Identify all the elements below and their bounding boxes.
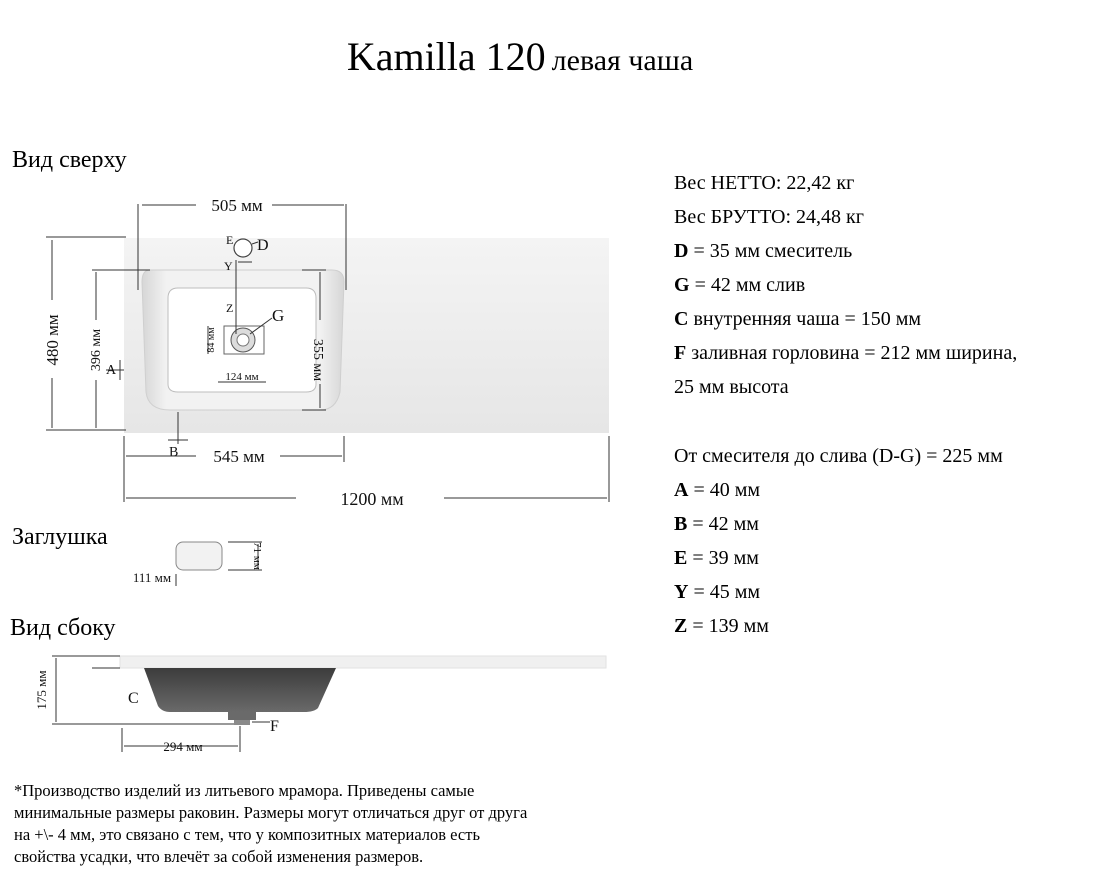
model-variant: левая чаша [551, 44, 694, 77]
dim-bowl-length: 355 мм [310, 338, 325, 382]
dim-total-width: 1200 мм [340, 489, 404, 509]
letter-c: C [128, 690, 139, 707]
spec-line: От смесителя до слива (D-G) = 225 мм [674, 445, 1003, 467]
letter-f: F [270, 718, 279, 735]
spec-line: 25 мм высота [674, 376, 789, 398]
plug-dim-width: 111 мм [132, 570, 172, 585]
model-name: Kamilla 120 [346, 34, 546, 79]
letter-d: D [257, 237, 269, 254]
spec-line: E = 39 мм [674, 547, 759, 569]
spec-line: G = 42 мм слив [674, 274, 806, 296]
spec-line: F заливная горловина = 212 мм ширина, [674, 342, 1018, 364]
dim-depth: 480 мм [43, 314, 62, 366]
dim-bowl-width: 505 мм [211, 196, 263, 215]
dim-inner-depth: 396 мм [89, 328, 104, 372]
plug-label: Заглушка [12, 524, 108, 550]
spec-line: Вес БРУТТО: 24,48 кг [674, 206, 864, 228]
letter-y: Y [224, 259, 233, 273]
spec-line: Z = 139 мм [674, 615, 769, 637]
top-view-label: Вид сверху [12, 147, 127, 173]
side-dim-height: 175 мм [34, 670, 49, 710]
plug-shape [176, 542, 222, 570]
drain-pipe-side [234, 720, 250, 725]
footnote-line: минимальные размеры раковин. Размеры могут отличаться друг от друга [14, 803, 528, 822]
specs-block [674, 166, 1017, 404]
top-view-drawing [43, 196, 609, 509]
footnote-line: *Производство изделий из литьевого мрамора. Приведены самые [14, 781, 475, 800]
letter-b: B [169, 445, 179, 460]
side-view-label: Вид сбоку [10, 615, 116, 641]
side-view-drawing [34, 656, 606, 754]
faucet-hole [234, 239, 252, 257]
letter-e: E [226, 233, 234, 247]
spec-line: B = 42 мм [674, 513, 759, 535]
drain-inner [237, 334, 249, 346]
footnote-line: на +\- 4 мм, это связано с тем, что у композитных материалов есть [14, 825, 480, 844]
side-dim-offset: 294 мм [163, 739, 203, 754]
spec-line: C внутренняя чаша = 150 мм [674, 308, 922, 330]
plug-drawing [133, 542, 263, 586]
dim-drain-offset: 545 мм [213, 447, 265, 466]
specs-block-2 [674, 439, 1003, 643]
spec-line: Y = 45 мм [674, 581, 761, 603]
letter-z: Z [226, 301, 234, 315]
spec-line: D = 35 мм смеситель [674, 240, 853, 262]
dim-drain-w: 124 мм [225, 371, 259, 383]
plug-dim-height: 71 мм [251, 542, 263, 570]
drain-neck-side [228, 712, 256, 720]
footnote-line: свойства усадки, что влечёт за собой изменения размеров. [14, 847, 424, 866]
countertop-side [120, 656, 606, 668]
footnote [14, 780, 614, 868]
bowl-side [144, 668, 336, 712]
letter-a: A [106, 363, 117, 378]
spec-line: Вес НЕТТО: 22,42 кг [674, 172, 855, 194]
dim-drain-h: 84 мм [206, 327, 217, 353]
spec-line: A = 40 мм [674, 479, 761, 501]
letter-g: G [272, 306, 285, 325]
